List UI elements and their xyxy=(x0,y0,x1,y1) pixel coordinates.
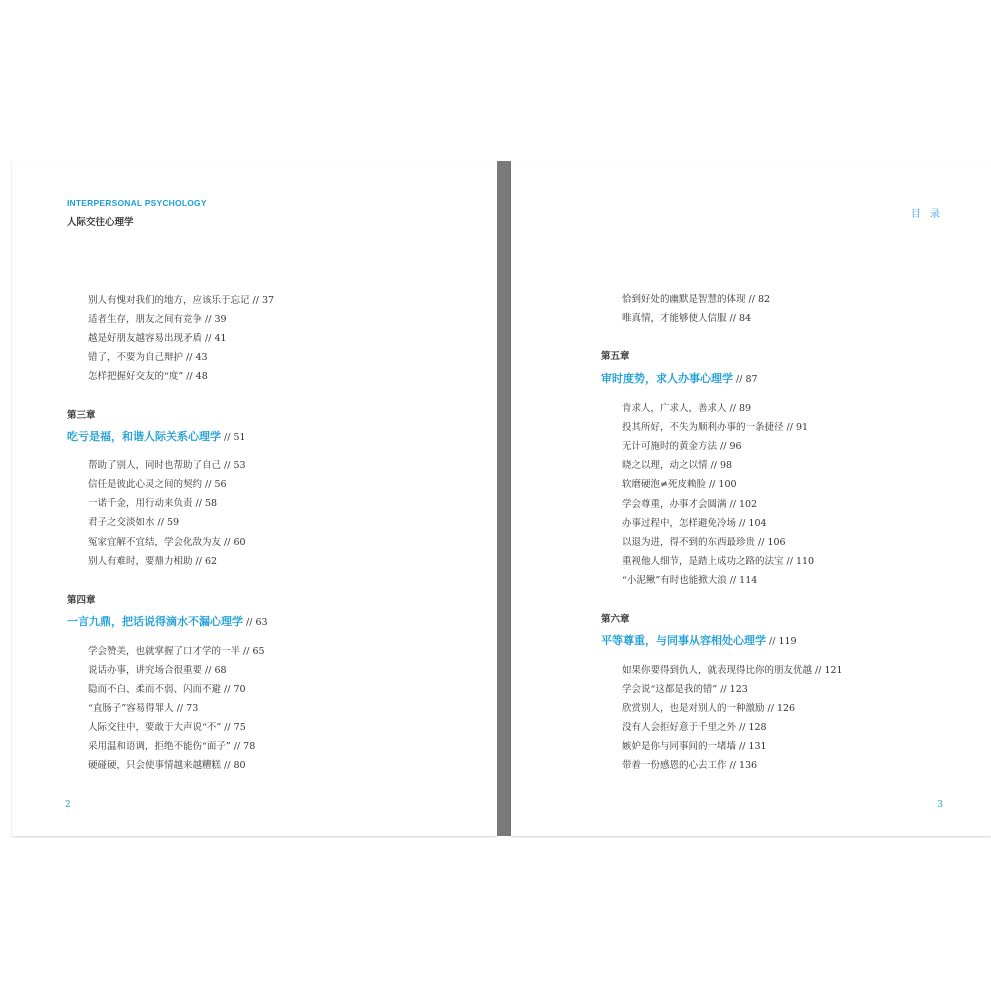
toc-item: 带着一份感恩的心去工作 // 136 xyxy=(622,760,758,771)
chapter-title-text: 平等尊重，与同事从容相处心理学 xyxy=(601,634,766,647)
toc-item: 学会说“这都是我的错” // 123 xyxy=(622,684,748,695)
toc-item: 一诺千金，用行动来负责 // 58 xyxy=(88,498,218,509)
page-number: 3 xyxy=(937,800,943,810)
header-english-title: INTERPERSONAL PSYCHOLOGY xyxy=(67,198,207,208)
toc-item: 投其所好，不失为顺利办事的一条捷径 // 91 xyxy=(622,422,809,433)
toc-item: 说话办事，讲究场合很重要 // 68 xyxy=(88,665,227,676)
toc-item: 以退为进，得不到的东西最珍贵 // 106 xyxy=(622,537,786,548)
toc-item: 君子之交淡如水 // 59 xyxy=(88,517,180,528)
chapter-title-text: 一言九鼎，把话说得滴水不漏心理学 xyxy=(67,615,243,628)
toc-item: 信任是彼此心灵之间的契约 // 56 xyxy=(88,479,227,490)
toc-item: 冤家宜解不宜结，学会化敌为友 // 60 xyxy=(88,537,246,548)
chapter-title xyxy=(67,615,268,630)
toc-item: 采用温和语调，拒绝不能伤“面子” // 78 xyxy=(88,741,256,752)
toc-item: 帮助了别人，同时也帮助了自己 // 53 xyxy=(88,460,246,471)
chapter-title xyxy=(601,372,758,387)
book-spread xyxy=(12,161,991,836)
toc-item: 肯求人，广求人，善求人 // 89 xyxy=(622,403,752,414)
header-contents-title: 目 录 xyxy=(910,209,943,220)
chapter-label: 第六章 xyxy=(601,614,630,625)
chapter-page-ref: // 63 xyxy=(243,617,268,628)
toc-item: 错了，不要为自己辩护 // 43 xyxy=(88,352,208,363)
toc-item: 人际交往中，要敢于大声说“不” // 75 xyxy=(88,722,246,733)
chapter-page-ref: // 51 xyxy=(221,432,246,443)
toc-item: 学会尊重，办事才会圆满 // 102 xyxy=(622,499,758,510)
toc-item: 别人有愧对我们的地方，应该乐于忘记 // 37 xyxy=(88,295,275,306)
right-page xyxy=(511,161,991,836)
toc-item: 重视他人细节，是踏上成功之路的法宝 // 110 xyxy=(622,556,815,567)
toc-item: 无计可施时的黄金方法 // 96 xyxy=(622,441,742,452)
chapter-label: 第三章 xyxy=(67,410,96,421)
toc-item: 怎样把握好交友的“度” // 48 xyxy=(88,371,208,382)
chapter-title-text: 吃亏是福，和谐人际关系心理学 xyxy=(67,430,221,443)
toc-item: “直肠子”容易得罪人 // 73 xyxy=(88,703,199,714)
chapter-title xyxy=(601,634,797,649)
toc-item: 办事过程中，怎样避免冷场 // 104 xyxy=(622,518,767,529)
toc-item: 学会赞美，也就掌握了口才学的一半 // 65 xyxy=(88,646,265,657)
chapter-label: 第四章 xyxy=(67,595,96,606)
toc-item: 隐而不白、柔而不弱、闪而不避 // 70 xyxy=(88,684,246,695)
chapter-title xyxy=(67,430,246,445)
chapter-label: 第五章 xyxy=(601,351,630,362)
toc-item: 没有人会拒好意于千里之外 // 128 xyxy=(622,722,767,733)
toc-item: 适者生存，朋友之间有竞争 // 39 xyxy=(88,314,227,325)
toc-item: 晓之以理，动之以情 // 98 xyxy=(622,460,733,471)
toc-item: 越是好朋友越容易出现矛盾 // 41 xyxy=(88,333,227,344)
toc-item: “小泥鳅”有时也能掀大浪 // 114 xyxy=(622,575,758,586)
toc-item: 唯真情，才能够使人信服 // 84 xyxy=(622,313,752,324)
left-page xyxy=(12,161,497,836)
chapter-title-text: 审时度势，求人办事心理学 xyxy=(601,372,733,385)
toc-item: 硬碰硬，只会使事情越来越糟糕 // 80 xyxy=(88,760,246,771)
toc-item: 嫉妒是你与同事间的一堵墙 // 131 xyxy=(622,741,767,752)
book-spine-gutter xyxy=(497,161,511,836)
toc-item: 恰到好处的幽默是智慧的体现 // 82 xyxy=(622,294,771,305)
chapter-page-ref: // 119 xyxy=(766,636,797,647)
toc-item: 如果你要得到仇人，就表现得比你的朋友优越 // 121 xyxy=(622,665,843,676)
chapter-page-ref: // 87 xyxy=(733,374,758,385)
toc-item: 软磨硬泡≠死皮赖脸 // 100 xyxy=(622,479,737,490)
toc-item: 别人有难时，要鼎力相助 // 62 xyxy=(88,556,218,567)
header-chinese-title: 人际交往心理学 xyxy=(67,217,134,228)
toc-item: 欣赏别人，也是对别人的一种激励 // 126 xyxy=(622,703,796,714)
page-number: 2 xyxy=(65,800,71,810)
